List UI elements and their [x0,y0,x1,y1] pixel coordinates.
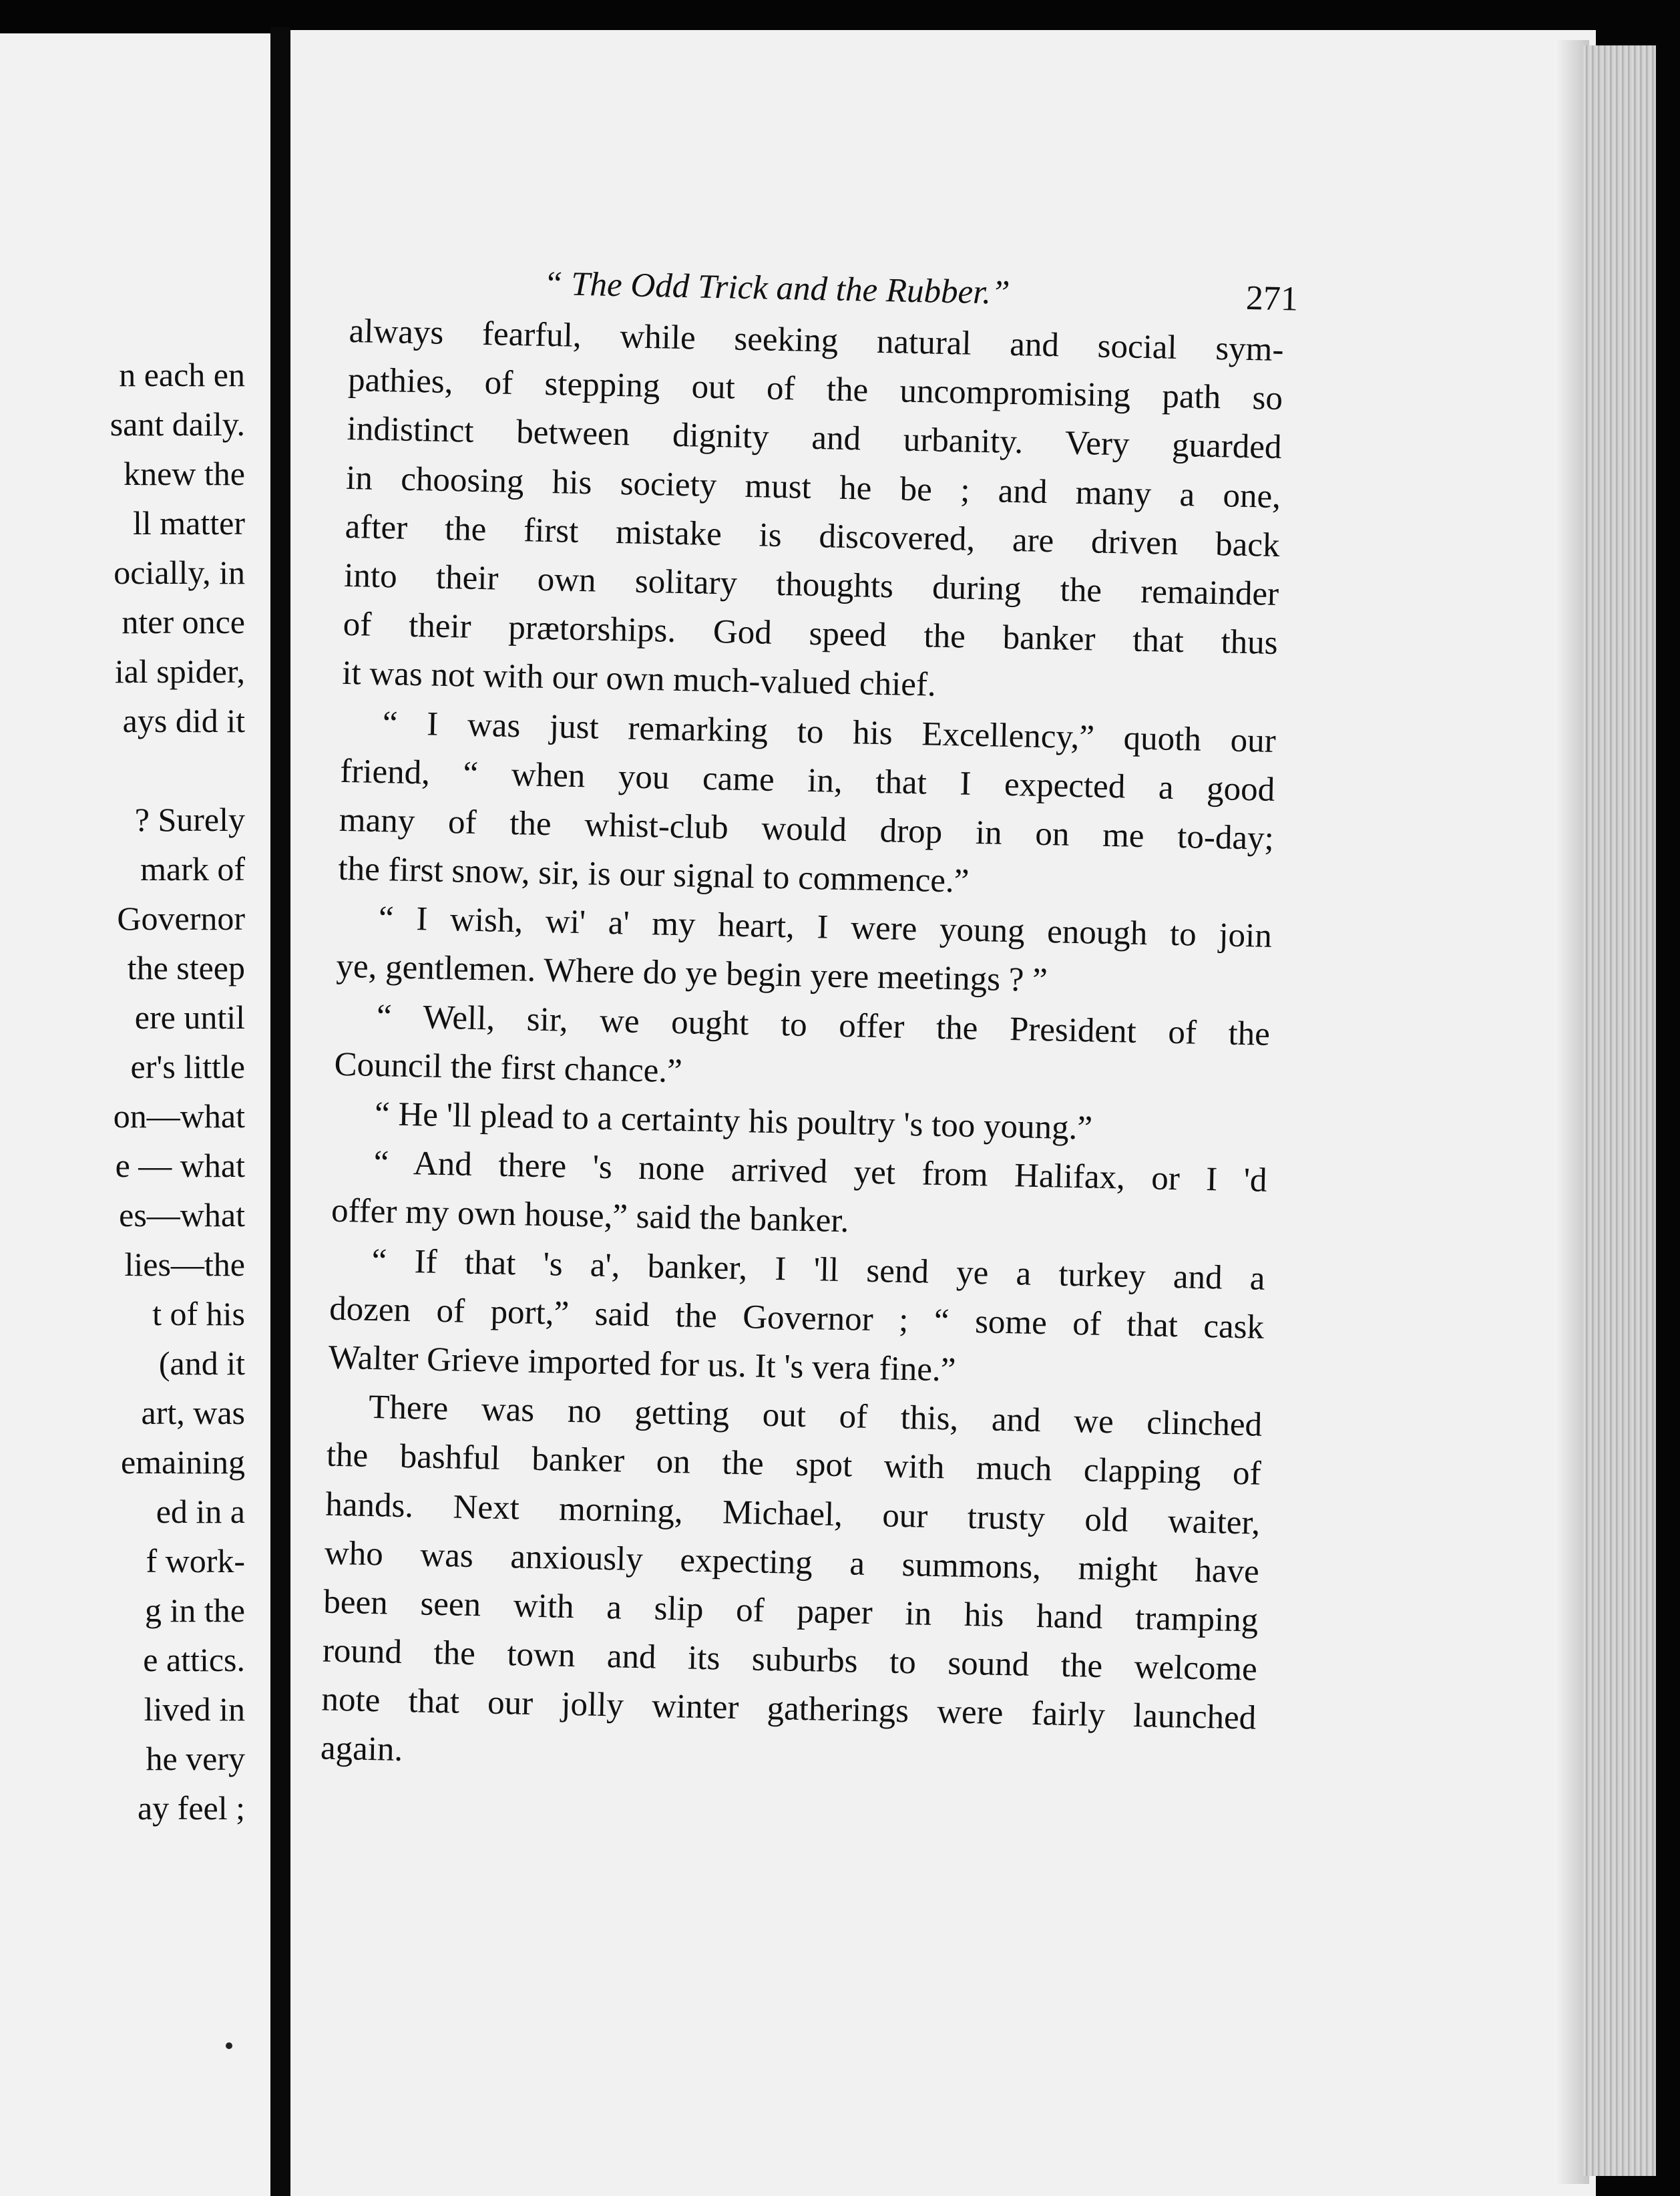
left-page-line: lived in [144,1690,245,1728]
text-line: Walter Grieve imported for us. It 's vera fine.” [328,1338,956,1389]
left-page-line: es—what [119,1196,245,1234]
text-line: been seen with a slip of paper in his hand tramping [323,1583,1259,1640]
text-line: “ And there 's none arrived yet from Halifax, or I 'd [373,1144,1267,1200]
left-page-line: er's little [130,1048,245,1085]
left-page-line: sant daily. [110,405,245,443]
ink-speck [226,2042,232,2049]
page-number: 271 [1245,279,1299,319]
left-page-line: nter once [122,603,245,640]
text-line: ye, gentlemen. Where do ye begin yere meetings ? ” [336,948,1048,1000]
left-page-line: ay feel ; [137,1789,245,1827]
text-line: “ I wish, wi' a' my heart, I were young enough to join [378,900,1273,956]
text-line: offer my own house,” said the banker. [331,1192,849,1240]
running-head-title: “ The Odd Trick and the Rubber.” [543,264,1011,312]
left-page-line: e attics. [143,1641,245,1678]
text-line: “ If that 's a', banker, I 'll send ye a turkey and a [371,1242,1266,1298]
left-page-line: t of his [152,1295,245,1332]
left-page-line: emaining [120,1443,245,1481]
text-line: “ Well, sir, we ought to offer the President of the [376,997,1271,1053]
left-page-line: (and it [158,1344,245,1382]
left-page-line: ll matter [133,504,245,542]
text-line: dozen of port,” said the Governor ; “ some of that cask [329,1290,1265,1346]
text-line: of their prætorships. God speed the banker that thus [343,606,1279,663]
left-page-line: ? Surely [134,801,245,838]
text-line: hands. Next morning, Michael, our trusty old waiter, [325,1485,1261,1542]
left-page-line: g in the [145,1592,245,1629]
text-line: round the town and its suburbs to sound the welcome [322,1632,1258,1688]
text-line: friend, “ when you came in, that I expected a good [339,752,1275,809]
book-gutter [270,27,290,2196]
text-line: into their own solitary thoughts during the remainder [343,556,1279,613]
left-page-line: ed in a [156,1493,245,1530]
text-line: again. [320,1729,403,1769]
left-page-line: mark of [140,850,245,888]
text-line: Council the first chance.” [334,1045,683,1091]
left-page-line: ocially, in [114,554,245,591]
left-page-line: knew the [124,455,245,492]
text-line: always fearful, while seeking natural and social sym- [349,312,1284,369]
left-page [0,33,270,2196]
page-stack-edge [1583,45,1656,2176]
left-page-line: on—what [113,1097,245,1135]
left-page-line: ial spider, [114,653,245,690]
text-line: it was not with our own much-valued chief. [341,655,937,705]
left-page-line: lies—the [124,1246,245,1283]
text-line: many of the whist-club would drop in on me to-day; [339,801,1275,858]
left-page-line: the steep [127,949,245,986]
right-page-text [320,254,1299,1792]
left-page-line: f work- [146,1542,245,1580]
text-line: pathies, of stepping out of the uncompromising path so [347,361,1283,418]
text-line: after the first mistake is discovered, are driven back [345,508,1281,564]
left-page-line: n each en [119,356,245,393]
text-line: in choosing his society must he be ; and many a one, [345,459,1281,516]
text-line: who was anxiously expecting a summons, might have [324,1534,1260,1591]
text-line: indistinct between dignity and urbanity. Very guarded [347,410,1283,467]
left-page-line: he very [146,1740,245,1777]
text-line: note that our jolly winter gatherings were fairly launched [321,1680,1257,1737]
left-page-line: e — what [115,1147,245,1184]
left-page-line: Governor [117,900,245,937]
text-line: There was no getting out of this, and we clinched [368,1389,1263,1444]
text-line: “ He 'll plead to a certainty his poultry 's too young.” [374,1095,1093,1147]
left-page-line: ere until [134,998,245,1036]
text-line: “ I was just remarking to his Excellency,” quoth our [382,704,1277,760]
left-page-line: art, was [141,1394,245,1431]
text-line: the bashful banker on the spot with much clapping of [326,1436,1262,1493]
left-page-line: ays did it [122,702,245,739]
text-line: the first snow, sir, is our signal to commence.” [337,850,970,900]
